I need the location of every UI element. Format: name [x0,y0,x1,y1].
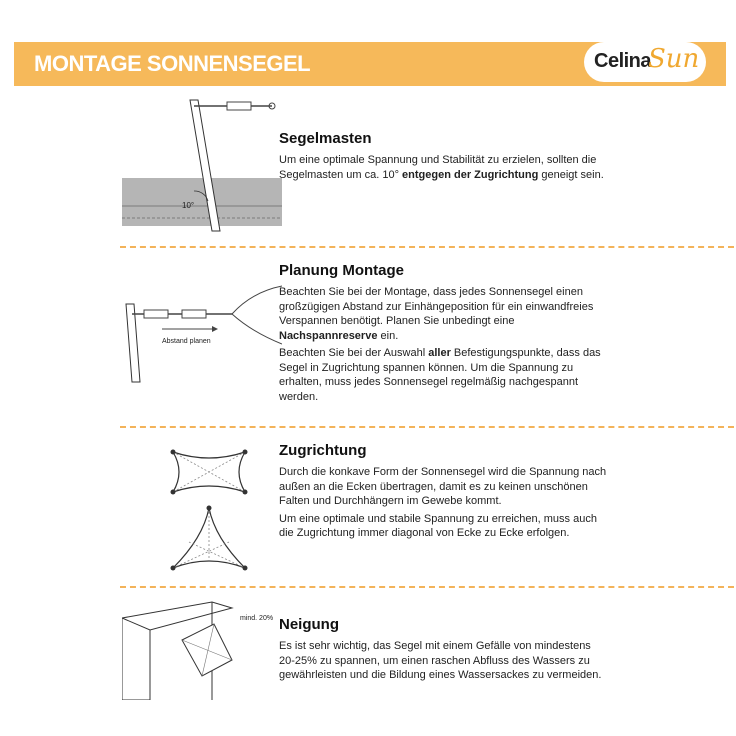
heading-planung-montage: Planung Montage [279,262,404,279]
distance-label: Abstand planen [162,338,211,345]
logo-text-sun: Sun [648,44,700,74]
page-title: MONTAGE SONNENSEGEL [34,51,311,76]
text-neigung: Es ist sehr wichtig, das Segel mit einem Gefälle von mindestens 20-25% zu spannen, um einen raschen Abfluss des Wassers zu gewährleisten und die Bildung eines Wassersackes zu vermeiden. [279,640,602,681]
section-divider [120,586,734,588]
section-divider [120,426,734,428]
post-shape [126,304,140,382]
text-planung-2: Beachten Sie bei der Auswahl aller Befestigungspunkte, dass das Segel in Zugrichtung spannen können. Um die Spannung zu erhalten, muss jedes Sonnensegel regelmäßig nachgespannt werden. [279,347,601,403]
section-neigung [14,600,726,710]
text-zugrichtung-2: Um eine optimale und stabile Spannung zu erreichen, muss auch die Zugrichtung immer diagonal von Ecke zu Ecke erfolgen. [279,512,597,539]
slope-illustration [122,600,282,700]
slope-label: mind. 20% [240,615,274,622]
logo-text-celina: Celina [594,50,652,72]
text-planung-1: Beachten Sie bei der Montage, dass jedes Sonnensegel einen großzügigen Abstand zur Einhängeposition für ein einwandfreies Verspannen benötigt. Planen Sie unbedingt eine Nachspannreserve ein. [279,286,594,342]
section-planung-montage [14,262,726,422]
section-divider [120,246,734,248]
text-segelmasten: Um eine optimale Spannung und Stabilität zu erzielen, sollten die Segelmasten um ca. 10° entgegen der Zugrichtung geneigt sein. [279,154,604,181]
tension-illustration [159,442,259,580]
heading-segelmasten: Segelmasten [279,130,372,147]
mast-illustration [122,96,282,241]
brand-logo [584,42,706,82]
section-zugrichtung [14,442,726,582]
section-segelmasten [14,96,726,241]
header-banner [14,42,726,86]
ground-shape [122,178,282,226]
text-zugrichtung-1: Durch die konkave Form der Sonnensegel wird die Spannung nach außen an die Ecken übertragen, damit es zu keinen unschönen Falten und Durchhängern im Gewebe kommt. [279,466,607,507]
heading-zugrichtung: Zugrichtung [279,442,367,459]
planning-illustration [122,282,282,402]
angle-label: 10° [182,201,195,210]
heading-neigung: Neigung [279,616,339,633]
